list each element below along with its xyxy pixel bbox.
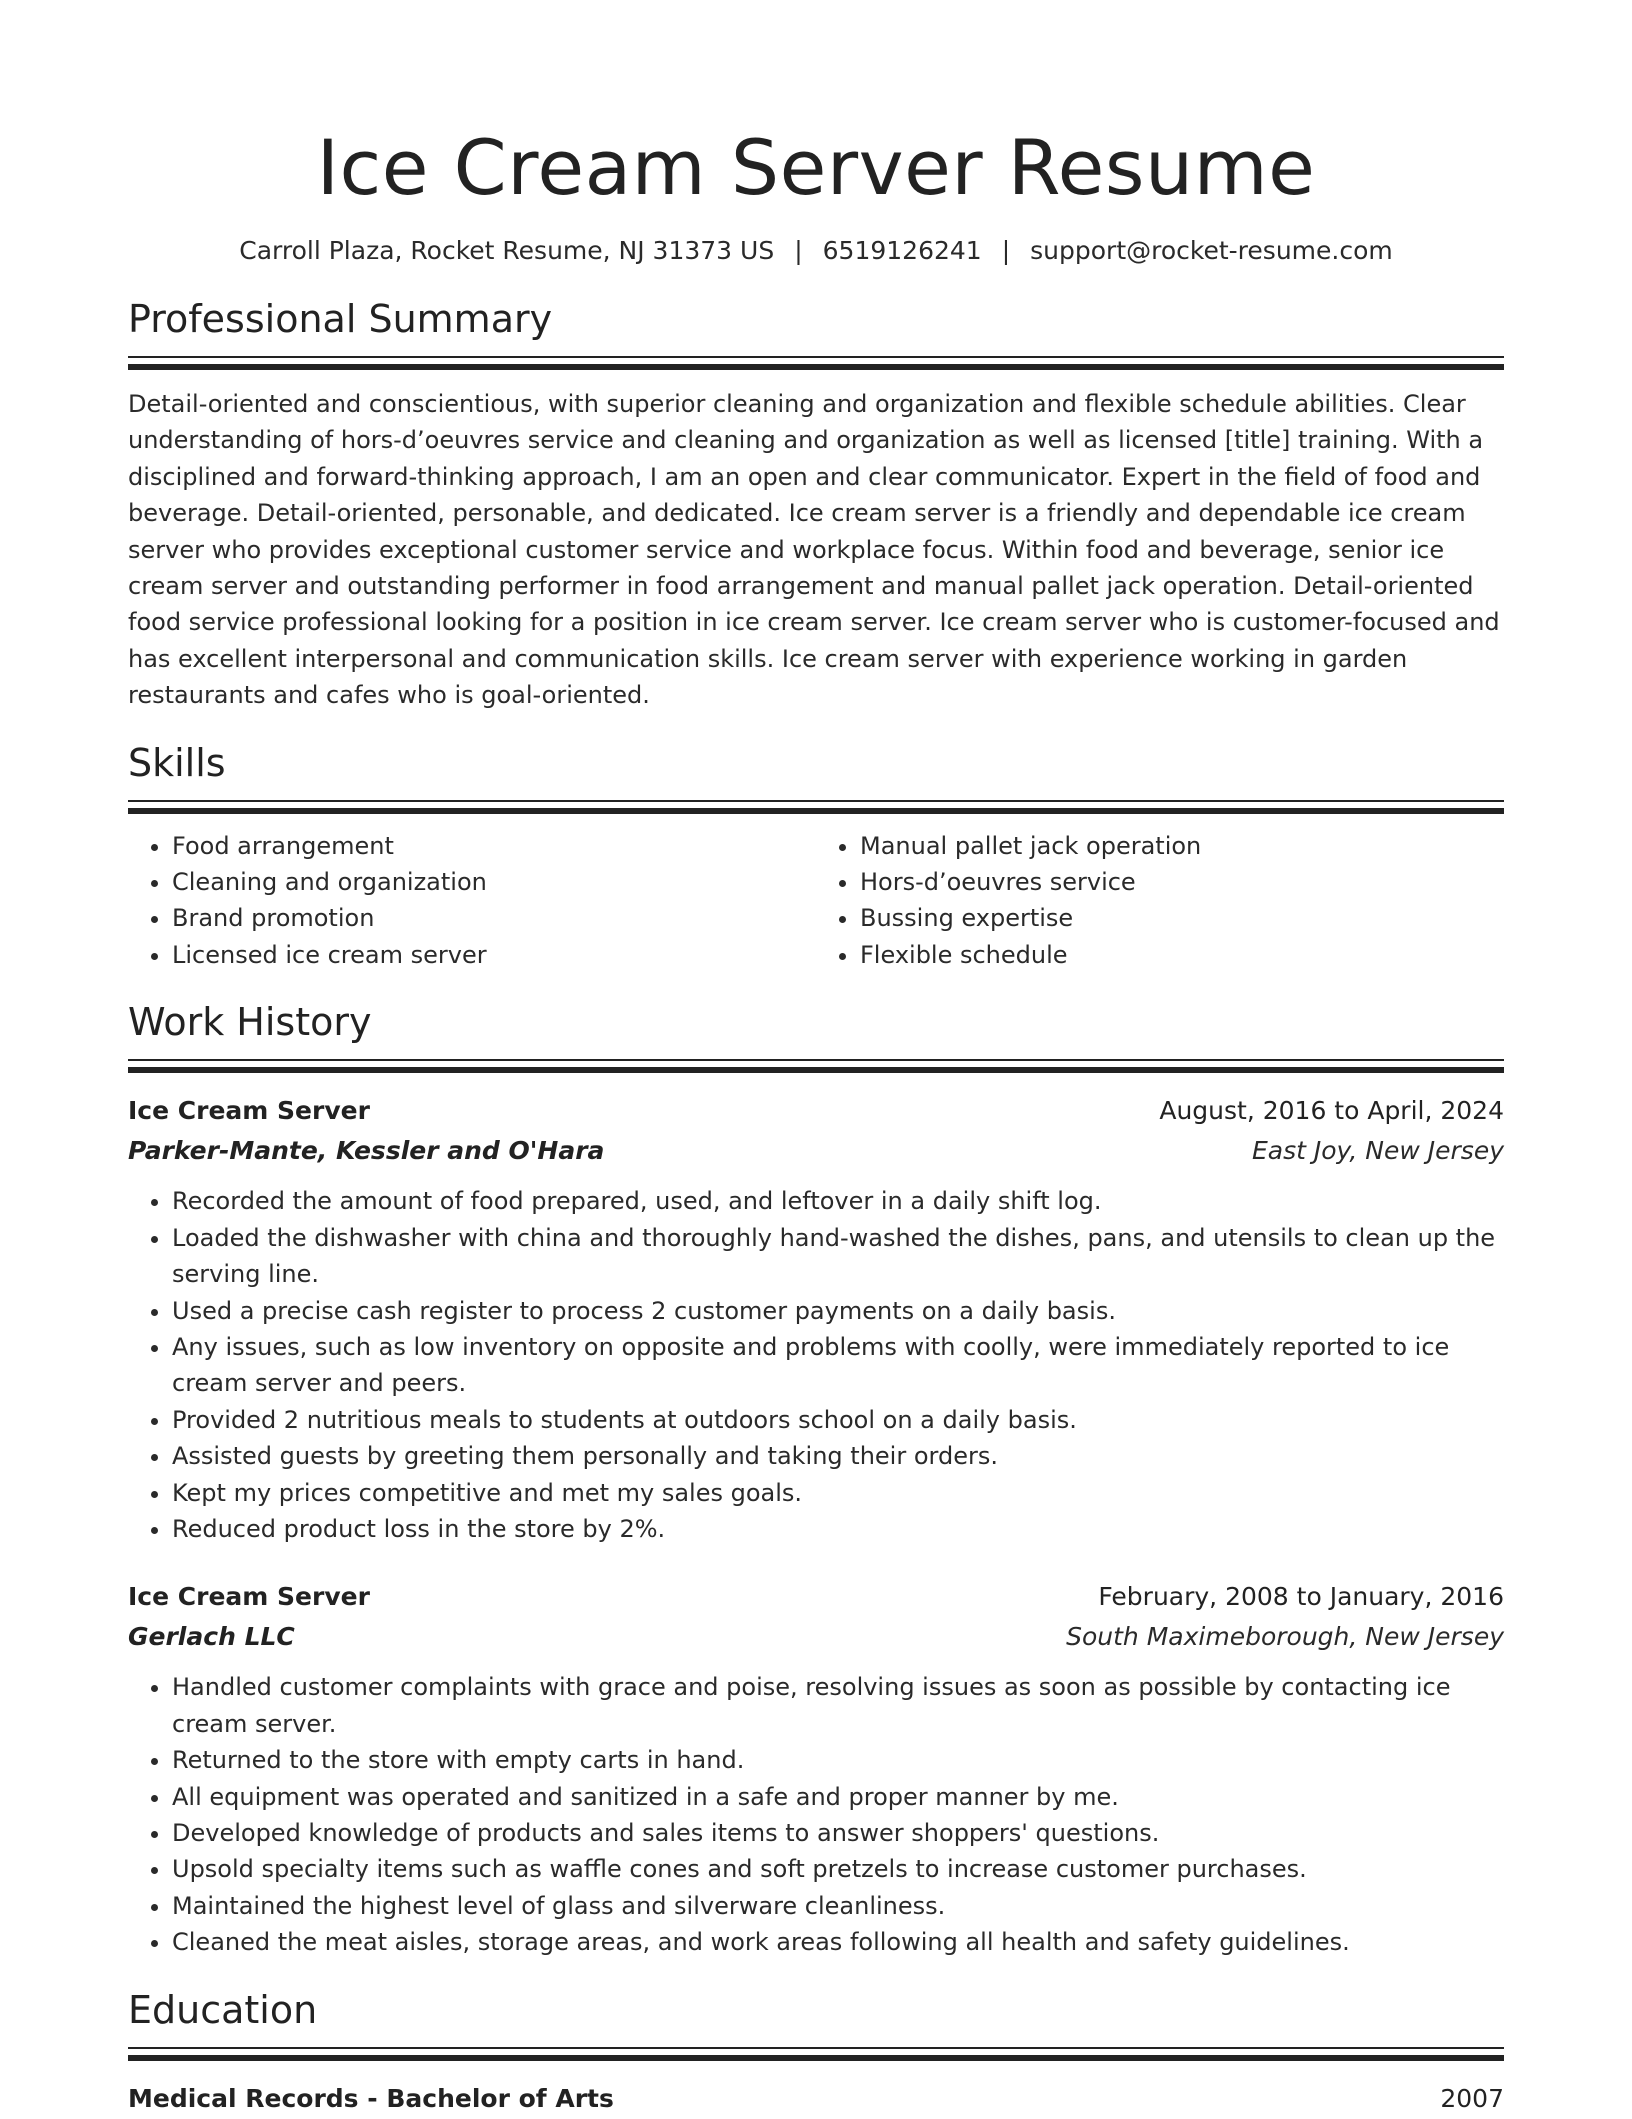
education-entry	[128, 2079, 1504, 2119]
section-divider	[128, 800, 1504, 814]
skills-heading: Skills	[128, 740, 226, 785]
job-title: Ice Cream Server	[128, 1096, 370, 1126]
work-heading: Work History	[128, 1000, 372, 1045]
skill-item: • Bussing expertise	[860, 900, 1504, 936]
job-bullet: • Provided 2 nutritious meals to students at outdoors school on a daily basis.	[172, 1402, 1504, 1438]
skill-item: • Manual pallet jack operation	[860, 828, 1504, 864]
job-bullets	[128, 1669, 1504, 1960]
contact-email: support@rocket-resume.com	[1030, 236, 1393, 265]
job-dates: August, 2016 to April, 2024	[1159, 1096, 1504, 1126]
summary-heading: Professional Summary	[128, 297, 553, 341]
work-section	[128, 999, 1504, 1960]
job-location: East Joy, New Jersey	[1251, 1136, 1504, 1166]
job-bullet: • Any issues, such as low inventory on opposite and problems with coolly, were immediately reported to ice cream server and peers.	[172, 1329, 1504, 1402]
job-dates: February, 2008 to January, 2016	[1098, 1582, 1504, 1612]
skills-list-right	[816, 828, 1504, 974]
skills-columns	[128, 828, 1504, 974]
job-bullet: • Recorded the amount of food prepared, used, and leftover in a daily shift log.	[172, 1183, 1504, 1219]
job-bullets	[128, 1183, 1504, 1547]
section-divider	[128, 356, 1504, 370]
job-company: Parker-Mante, Kessler and O'Hara	[128, 1136, 605, 1166]
job-location: South Maximeborough, New Jersey	[1066, 1622, 1504, 1652]
skill-item: • Cleaning and organization	[172, 864, 816, 900]
skill-item: • Licensed ice cream server	[172, 937, 816, 973]
job-entry	[128, 1577, 1504, 1960]
job-bullet: • Returned to the store with empty carts in hand.	[172, 1742, 1504, 1778]
job-bullet: • Maintained the highest level of glass and silverware cleanliness.	[172, 1888, 1504, 1924]
contact-address: Carroll Plaza, Rocket Resume, NJ 31373 US	[239, 236, 775, 265]
skill-item: • Flexible schedule	[860, 937, 1504, 973]
job-title: Ice Cream Server	[128, 1582, 370, 1612]
education-section	[128, 1987, 1504, 2119]
job-bullet: • Reduced product loss in the store by 2%.	[172, 1511, 1504, 1547]
job-bullet: • Assisted guests by greeting them personally and taking their orders.	[172, 1438, 1504, 1474]
job-bullet: • Upsold specialty items such as waffle cones and soft pretzels to increase customer purchases.	[172, 1851, 1504, 1887]
job-bullet: • Cleaned the meat aisles, storage areas, and work areas following all health and safety guidelines.	[172, 1924, 1504, 1960]
job-bullet: • Loaded the dishwasher with china and thoroughly hand-washed the dishes, pans, and utensils to clean up the serving line.	[172, 1220, 1504, 1293]
education-degree: Medical Records - Bachelor of Arts	[128, 2083, 614, 2113]
job-company: Gerlach LLC	[128, 1622, 295, 1652]
skill-item: • Food arrangement	[172, 828, 816, 864]
skills-section	[128, 740, 1504, 974]
section-divider	[128, 2047, 1504, 2061]
contact-line	[128, 234, 1504, 268]
section-divider	[128, 1059, 1504, 1073]
summary-section	[128, 296, 1504, 714]
job-bullet: • Developed knowledge of products and sales items to answer shoppers' questions.	[172, 1815, 1504, 1851]
job-bullet: • All equipment was operated and sanitized in a safe and proper manner by me.	[172, 1779, 1504, 1815]
education-year: 2007	[1440, 2083, 1504, 2113]
contact-phone: 6519126241	[822, 236, 982, 265]
job-bullet: • Kept my prices competitive and met my sales goals.	[172, 1475, 1504, 1511]
resume-page	[128, 0, 1504, 2119]
contact-separator: |	[1001, 236, 1011, 265]
job-bullet: • Handled customer complaints with grace and poise, resolving issues as soon as possible by contacting ice cream server.	[172, 1669, 1504, 1742]
education-heading: Education	[128, 1987, 318, 2032]
job-bullet: • Used a precise cash register to process 2 customer payments on a daily basis.	[172, 1293, 1504, 1329]
skill-item: • Hors-d’oeuvres service	[860, 864, 1504, 900]
skill-item: • Brand promotion	[172, 900, 816, 936]
skills-list-left	[128, 828, 816, 974]
resume-title: Ice Cream Server Resume	[316, 123, 1316, 212]
contact-separator: |	[794, 236, 803, 265]
summary-text: Detail-oriented and conscientious, with superior cleaning and organization and flexible schedule abilities. Clear understanding of hors-d’oeuvres service and cleaning and organization as well as licensed [title] training. With a disciplined and forward-thinking approach, I am an open and clear communicator. Expert in the field of food and beverage. Detail-oriented, personable, and dedicated. Ice cream server is a friendly and dependable ice cream server who provides exceptional customer service and workplace focus. Within food and beverage, senior ice cream server and outstanding performer in food arrangement and manual pallet jack operation. Detail-oriented food service professional looking for a position in ice cream server. Ice cream server who is customer-focused and has excellent interpersonal and communication skills. Ice cream server with experience working in garden restaurants and cafes who is goal-oriented.	[128, 390, 1500, 710]
job-entry	[128, 1091, 1504, 1547]
